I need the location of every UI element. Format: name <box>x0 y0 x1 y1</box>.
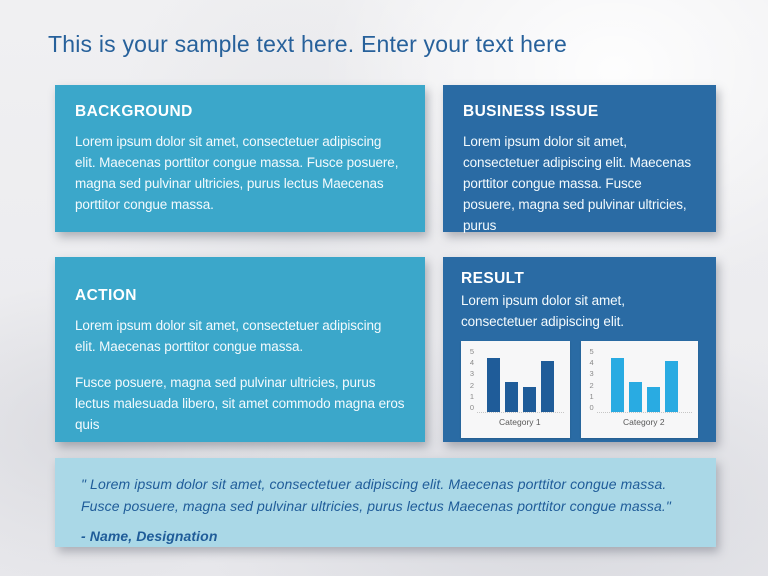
y-tick-label: 3 <box>589 369 594 379</box>
chart-x-label: Category 1 <box>499 416 541 427</box>
quote-box <box>55 458 716 547</box>
y-tick-label: 2 <box>589 380 594 390</box>
chart-bar <box>505 382 518 412</box>
quote-text: " Lorem ipsum dolor sit amet, consectetuer adipiscing elit. Maecenas porttitor congue massa. Fusce posuere, magna sed pulvinar ultricies, purus lectus Maecenas porttitor congue massa." <box>81 476 671 515</box>
result-charts-row <box>461 341 698 438</box>
chart-y-axis <box>466 348 477 412</box>
y-tick-label: 2 <box>469 380 474 390</box>
slide-title: This is your sample text here. Enter your text here <box>48 31 567 57</box>
quadrant-grid <box>55 85 716 442</box>
chart-plot-area <box>477 349 564 413</box>
action-body-1: Lorem ipsum dolor sit amet, consectetuer adipiscing elit. Maecenas porttitor congue massa. <box>75 318 382 354</box>
bar-chart-category-1 <box>461 341 570 438</box>
y-tick-label: 5 <box>589 346 594 356</box>
business-issue-body: Lorem ipsum dolor sit amet, consectetuer adipiscing elit. Maecenas porttitor congue massa. Fusce posuere, magna sed pulvinar ultricies, purus <box>463 134 692 233</box>
background-heading: BACKGROUND <box>75 103 193 120</box>
quote-attribution: - Name, Designation <box>81 527 218 544</box>
bar-chart-category-2 <box>581 341 698 438</box>
action-body-2: Fusce posuere, magna sed pulvinar ultricies, purus lectus malesuada libero, sit amet commodo magna eros quis <box>75 374 405 432</box>
y-tick-label: 1 <box>469 392 474 402</box>
chart-bar <box>647 387 660 412</box>
chart-bar <box>629 382 642 412</box>
background-box <box>55 85 425 232</box>
chart-x-label: Category 2 <box>623 416 665 427</box>
chart-bar <box>611 358 624 412</box>
y-tick-label: 3 <box>469 369 474 379</box>
action-heading: ACTION <box>75 287 137 304</box>
action-box <box>55 257 425 442</box>
chart-y-axis <box>586 348 597 412</box>
y-tick-label: 0 <box>589 403 594 413</box>
chart-bar <box>541 361 554 411</box>
chart-bar <box>523 387 536 412</box>
y-tick-label: 4 <box>589 358 594 368</box>
background-body: Lorem ipsum dolor sit amet, consectetuer adipiscing elit. Maecenas porttitor congue massa. Fusce posuere, magna sed pulvinar ultricies, purus lectus Maecenas porttitor congue massa. <box>75 134 399 212</box>
chart-bar <box>487 358 500 412</box>
chart-bar <box>665 361 678 411</box>
result-body: Lorem ipsum dolor sit amet, consectetuer adipiscing elit. <box>461 293 625 329</box>
chart-plot-row <box>586 346 692 413</box>
y-tick-label: 4 <box>469 358 474 368</box>
y-tick-label: 0 <box>469 403 474 413</box>
chart-plot-row <box>466 346 564 413</box>
y-tick-label: 1 <box>589 392 594 402</box>
y-tick-label: 5 <box>469 346 474 356</box>
chart-plot-area <box>597 349 692 413</box>
business-issue-box <box>443 85 716 232</box>
result-heading: RESULT <box>461 270 525 287</box>
result-box <box>443 257 716 442</box>
business-issue-heading: BUSINESS ISSUE <box>463 103 599 120</box>
